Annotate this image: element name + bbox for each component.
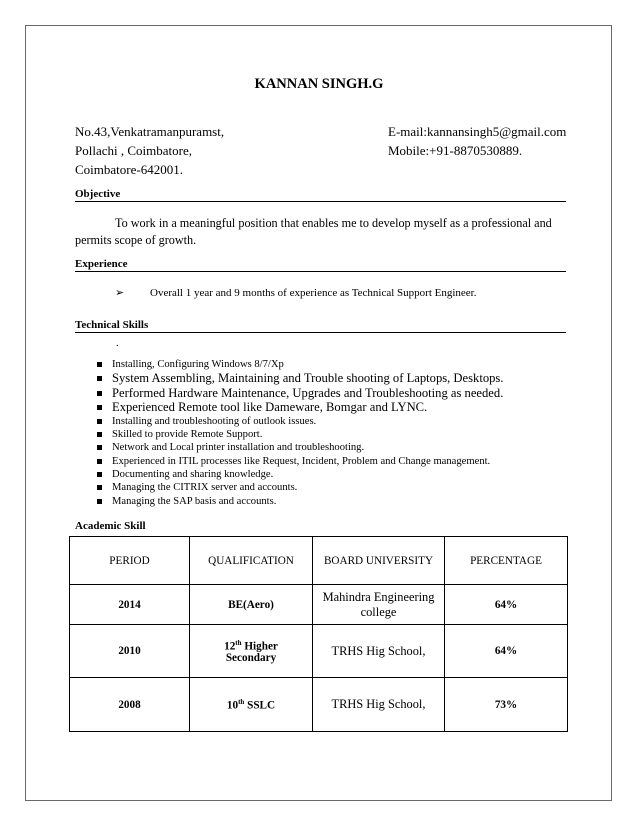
address-line-2: Pollachi , Coimbatore, <box>75 143 192 158</box>
skill-item: Installing, Configuring Windows 8/7/Xp <box>95 358 503 371</box>
skill-item: Documenting and sharing knowledge. <box>95 468 503 481</box>
skill-item: Skilled to provide Remote Support. <box>95 428 503 441</box>
skill-item: Managing the SAP basis and accounts. <box>95 495 503 508</box>
table-row <box>70 678 568 732</box>
objective-text-line-1: To work in a meaningful position that enables me to develop myself as a professional and <box>115 216 552 230</box>
percentage-cell: 64% <box>445 585 568 625</box>
skill-item: System Assembling, Maintaining and Trouble shooting of Laptops, Desktops. <box>95 371 503 386</box>
qualification-name: SSLC <box>244 699 276 712</box>
period-cell: 2014 <box>70 585 190 625</box>
academic-skill-heading: Academic Skill <box>75 520 146 532</box>
skill-item: Managing the CITRIX server and accounts. <box>95 481 503 494</box>
table-row <box>70 625 568 678</box>
ordinal-suffix: th <box>235 639 242 648</box>
skill-item: Network and Local printer installation and troubleshooting. <box>95 441 503 454</box>
email: E-mail:kannansingh5@gmail.com <box>388 124 567 139</box>
objective-text-line-2: permits scope of growth. <box>75 233 197 247</box>
period-cell: 2008 <box>70 678 190 732</box>
resume-name: KANNAN SINGH.G <box>254 76 384 92</box>
column-header: QUALIFICATION <box>190 537 313 585</box>
qualification-number: 10 <box>226 699 239 712</box>
column-header: BOARD UNIVERSITY <box>313 537 445 585</box>
column-header: PERCENTAGE <box>445 537 568 585</box>
qualification-cell <box>190 625 313 678</box>
arrow-bullet-icon: ➢ <box>115 287 125 299</box>
period-cell: 2010 <box>70 625 190 678</box>
skill-item: Performed Hardware Maintenance, Upgrades and Troubleshooting as needed. <box>95 386 503 401</box>
address-line-3: Coimbatore-642001. <box>75 162 183 177</box>
skill-item: Installing and troubleshooting of outlook issues. <box>95 415 503 428</box>
technical-skills-heading: Technical Skills <box>75 319 566 333</box>
column-header: PERIOD <box>70 537 190 585</box>
table-row <box>70 585 568 625</box>
skills-list <box>95 358 503 508</box>
mobile: Mobile:+91-8870530889. <box>388 143 523 158</box>
qualification-name-2: Secondary <box>225 651 277 664</box>
academic-table <box>69 536 568 732</box>
qualification-text <box>194 697 308 712</box>
board-cell: TRHS Hig School, <box>313 625 445 678</box>
percentage-cell: 64% <box>445 625 568 678</box>
table-header-row <box>70 537 568 585</box>
qualification-text <box>194 638 308 664</box>
address-line-1: No.43,Venkatramanpuramst, <box>75 124 225 139</box>
stray-dot: . <box>116 338 119 349</box>
skill-item: Experienced in ITIL processes like Request, Incident, Problem and Change management. <box>95 455 503 468</box>
qualification-cell <box>190 678 313 732</box>
qualification-cell: BE(Aero) <box>190 585 313 625</box>
objective-heading: Objective <box>75 188 566 202</box>
percentage-cell: 73% <box>445 678 568 732</box>
qualification-number: 12 <box>224 640 236 653</box>
experience-heading: Experience <box>75 258 566 272</box>
ordinal-suffix: th <box>238 698 245 707</box>
experience-text: Overall 1 year and 9 months of experience as Technical Support Engineer. <box>150 287 477 299</box>
qualification-name: Higher <box>241 640 278 653</box>
board-cell: TRHS Hig School, <box>313 678 445 732</box>
skill-item: Experienced Remote tool like Dameware, Bomgar and LYNC. <box>95 400 503 415</box>
board-cell: Mahindra Engineering college <box>313 585 445 625</box>
